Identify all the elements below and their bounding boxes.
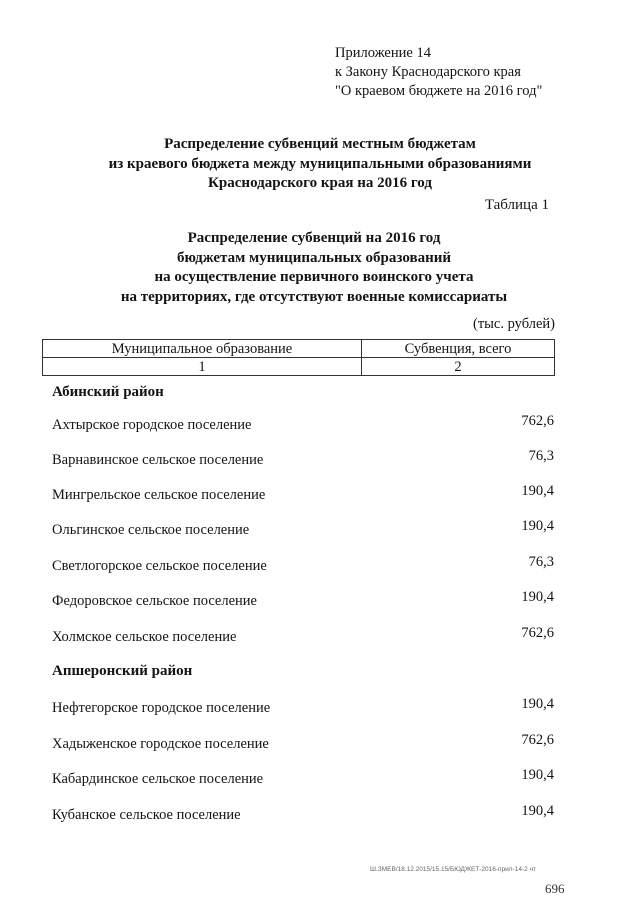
- units-label: (тыс. рублей): [473, 316, 555, 332]
- table-title-line-1: Распределение субвенций на 2016 год: [187, 230, 441, 246]
- subvention-value: 76,3: [528, 554, 554, 570]
- municipality-name: Варнавинское сельское поселение: [52, 452, 264, 468]
- table-header: [42, 339, 555, 376]
- subvention-value: 190,4: [521, 483, 554, 499]
- document-title-line-3: Краснодарского края на 2016 год: [208, 175, 432, 191]
- municipality-name: Светлогорское сельское поселение: [52, 558, 267, 574]
- municipality-name: Нефтегорское городское поселение: [52, 700, 271, 716]
- page-number: 696: [545, 881, 565, 896]
- column-header-subvention: Субвенция, всего: [362, 340, 555, 358]
- district-heading: Апшеронский район: [52, 663, 193, 679]
- subvention-value: 762,6: [521, 625, 554, 641]
- municipality-name: Холмское сельское поселение: [52, 629, 237, 645]
- table-column-numbers-row: [43, 358, 555, 376]
- table-title-line-3: на осуществление первичного воинского учета: [154, 269, 474, 285]
- table-row: [52, 767, 554, 791]
- municipality-name: Хадыженское городское поселение: [52, 736, 269, 752]
- subvention-value: 190,4: [521, 589, 554, 605]
- table-row: [52, 554, 554, 578]
- document-title: [0, 135, 640, 194]
- table-title: [0, 229, 628, 307]
- table-row: [52, 518, 554, 542]
- footer-document-code: Ш.ЗМЕВ/18.12.2015/15.15/БЮДЖЕТ-2016-прил-14-2 чт: [370, 866, 536, 873]
- table-row: [52, 483, 554, 507]
- table-title-line-4: на территориях, где отсутствуют военные комиссариаты: [120, 288, 508, 305]
- appendix-line-2: к Закону Краснодарского края: [335, 64, 521, 80]
- district-heading: Абинский район: [52, 384, 164, 400]
- subvention-value: 190,4: [521, 518, 554, 534]
- table-row: [52, 625, 554, 649]
- municipality-name: Федоровское сельское поселение: [52, 593, 257, 609]
- municipality-name: Кабардинское сельское поселение: [52, 771, 264, 787]
- column-header-municipality: Муниципальное образование: [43, 340, 362, 358]
- table-label: Таблица 1: [484, 197, 549, 213]
- subvention-value: 76,3: [528, 448, 554, 464]
- municipality-name: Кубанское сельское поселение: [52, 807, 241, 823]
- appendix-reference: [335, 44, 542, 101]
- subvention-value: 762,6: [521, 413, 554, 429]
- column-number-2: 2: [362, 358, 555, 376]
- subvention-value: 190,4: [521, 803, 554, 819]
- municipality-name: Мингрельское сельское поселение: [52, 487, 266, 503]
- appendix-line-1: Приложение 14: [335, 45, 431, 61]
- appendix-line-3: "О краевом бюджете на 2016 год": [335, 83, 543, 99]
- subvention-value: 762,6: [521, 732, 554, 748]
- subvention-value: 190,4: [521, 696, 554, 712]
- municipality-name: Ольгинское сельское поселение: [52, 522, 250, 538]
- table-row: [52, 732, 554, 756]
- table-title-line-2: бюджетам муниципальных образований: [177, 249, 451, 266]
- municipality-name: Ахтырское городское поселение: [52, 417, 252, 433]
- table-row: [52, 413, 554, 437]
- table-header-row: [43, 340, 555, 358]
- table-row: [52, 696, 554, 720]
- document-title-line-1: Распределение субвенций местным бюджетам: [164, 136, 476, 152]
- subvention-value: 190,4: [521, 767, 554, 783]
- document-title-line-2: из краевого бюджета между муниципальными образованиями: [108, 155, 532, 172]
- column-number-1: 1: [43, 358, 362, 376]
- table-row: [52, 448, 554, 472]
- table-row: [52, 803, 554, 827]
- table-row: [52, 589, 554, 613]
